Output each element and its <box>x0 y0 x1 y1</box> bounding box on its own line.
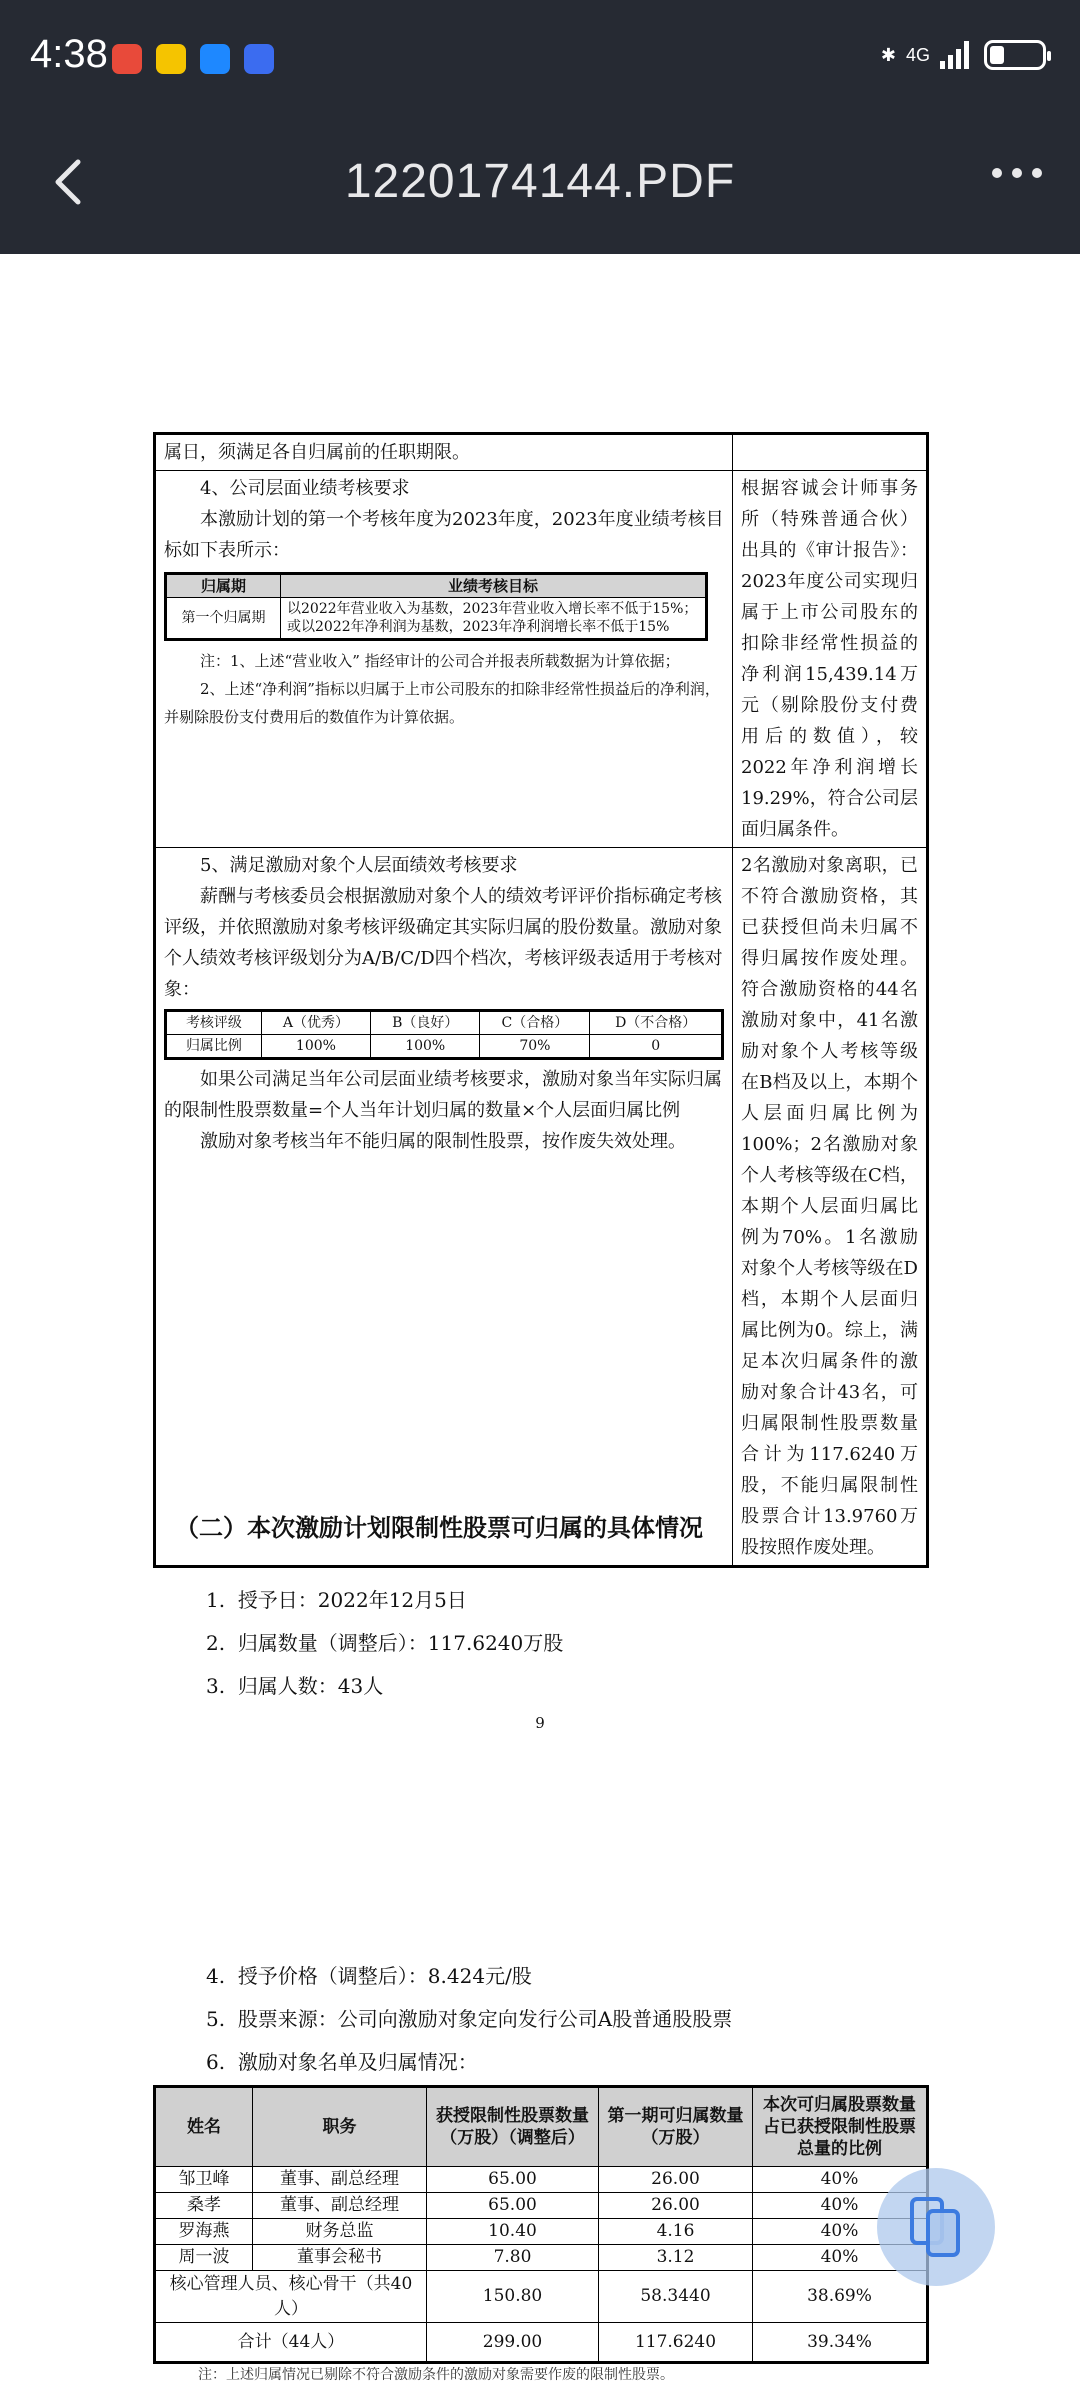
message-icon <box>200 44 230 74</box>
vestable-cell: 4.16 <box>599 2219 753 2245</box>
conditions-table <box>153 432 929 1568</box>
vestable-cell: 117.6240 <box>599 2323 753 2363</box>
grade-cell: A（优秀） <box>261 1011 370 1035</box>
grade-table <box>164 1009 724 1060</box>
title-cell: 财务总监 <box>253 2219 427 2245</box>
title-cell: 董事、副总经理 <box>253 2167 427 2193</box>
individual-performance-para2: 如果公司满足当年公司层面业绩考核要求，激励对象当年实际归属的限制性股票数量=个人当年计划归属的数量×个人层面归属比例 <box>164 1069 722 1121</box>
section2-title: （二）本次激励计划限制性股票可归属的具体情况 <box>175 1513 703 1542</box>
name-cell: 周一波 <box>155 2245 253 2271</box>
name-cell: 邹卫峰 <box>155 2167 253 2193</box>
copy-floating-button[interactable] <box>877 2168 995 2286</box>
company-performance-result: 根据容诚会计师事务所（特殊普通合伙）出具的《审计报告》：2023年度公司实现归属于上市公司股东的扣除非经常性损益的净利润15,439.14万元（剔除股份支付费用后的数值），较2022年净利润增长19.29%，符合公司层面归属条件。 <box>733 471 928 848</box>
more-options-icon[interactable] <box>992 168 1042 178</box>
grade-cell: D（不合格） <box>590 1011 723 1035</box>
col-header: 姓名 <box>155 2087 253 2167</box>
company-performance-para: 本激励计划的第一个考核年度为2023年度，2023年度业绩考核目标如下表所示： <box>164 509 724 561</box>
core-staff-cell: 核心管理人员、核心骨干（共40人） <box>155 2271 427 2323</box>
granted-cell: 65.00 <box>427 2193 599 2219</box>
individual-performance-para3: 激励对象考核当年不能归属的限制性股票，按作废失效处理。 <box>200 1131 686 1152</box>
ratio-cell: 100% <box>371 1035 480 1059</box>
individual-performance-cell <box>155 848 733 1567</box>
grade-cell: B（良好） <box>371 1011 480 1035</box>
list-item: 6. 激励对象名单及归属情况： <box>206 2050 478 2074</box>
table-row <box>155 2193 928 2219</box>
granted-cell: 7.80 <box>427 2245 599 2271</box>
list-item: 2. 归属数量（调整后）：117.6240万股 <box>206 1631 564 1655</box>
table-row <box>155 2245 928 2271</box>
name-cell: 罗海燕 <box>155 2219 253 2245</box>
company-performance-cell <box>155 471 733 848</box>
period-cell: 第一个归属期 <box>166 598 281 640</box>
app-bar <box>0 112 1080 254</box>
ratio-cell: 40% <box>753 2219 928 2245</box>
granted-cell: 65.00 <box>427 2167 599 2193</box>
list-item: 3. 归属人数：43人 <box>206 1674 384 1698</box>
list-item: 5. 股票来源：公司向激励对象定向发行公司A股普通股股票 <box>206 2007 733 2031</box>
granted-cell: 10.40 <box>427 2219 599 2245</box>
notification-icons <box>112 44 274 74</box>
performance-target-table <box>164 572 708 641</box>
vestable-cell: 26.00 <box>599 2167 753 2193</box>
target-cell: 以2022年营业收入为基数，2023年营业收入增长率不低于15%；或以2022年净利润为基数，2023年净利润增长率不低于15% <box>281 598 707 640</box>
ratio-cell: 40% <box>753 2167 928 2193</box>
vestable-cell: 3.12 <box>599 2245 753 2271</box>
granted-cell: 299.00 <box>427 2323 599 2363</box>
table-row <box>155 2323 928 2363</box>
individual-performance-para: 薪酬与考核委员会根据激励对象个人的绩效考评评价指标确定考核评级，并依照激励对象考核评级确定其实际归属的股份数量。激励对象个人绩效考核评级划分为A/B/C/D四个档次，考核评级表适用于考核对象： <box>164 886 723 1000</box>
note-1: 注：1、上述“营业收入” 指经审计的公司合并报表所载数据为计算依据； <box>200 652 680 670</box>
footnote: 注：上述归属情况已剔除不符合激励条件的激励对象需要作废的限制性股票。 <box>198 2367 674 2383</box>
title-cell: 董事会秘书 <box>253 2245 427 2271</box>
grade-cell: 考核评级 <box>166 1011 262 1035</box>
list-item: 4. 授予价格（调整后）：8.424元/股 <box>206 1964 532 1988</box>
granted-cell: 150.80 <box>427 2271 599 2323</box>
table-row <box>155 2167 928 2193</box>
title-cell: 董事、副总经理 <box>253 2193 427 2219</box>
ratio-cell: 70% <box>480 1035 590 1059</box>
status-time: 4:38 <box>30 32 108 76</box>
table-row <box>155 2219 928 2245</box>
note-2: 2、上述“净利润”指标以归属于上市公司股东的扣除非经常性损益后的净利润，并剔除股份支付费用后的数值作为计算依据。 <box>164 680 720 726</box>
ratio-cell: 40% <box>753 2245 928 2271</box>
vestable-cell: 26.00 <box>599 2193 753 2219</box>
ratio-cell: 归属比例 <box>166 1035 262 1059</box>
document-title: 1220174144.PDF <box>344 155 736 208</box>
copy-icon <box>906 2195 966 2259</box>
network-label: 4G <box>905 44 930 65</box>
name-cell: 桑孝 <box>155 2193 253 2219</box>
signal-icon <box>940 41 974 69</box>
ratio-cell: 39.34% <box>753 2323 928 2363</box>
individual-performance-heading: 5、满足激励对象个人层面绩效考核要求 <box>200 855 518 876</box>
col-header: 获授限制性股票数量（万股）（调整后） <box>427 2087 599 2167</box>
system-icons <box>881 40 1046 70</box>
col-header: 本次可归属股票数量占已获授限制性股票总量的比例 <box>753 2087 928 2167</box>
col-header: 职务 <box>253 2087 427 2167</box>
vestable-cell: 58.3440 <box>599 2271 753 2323</box>
status-bar <box>0 0 1080 112</box>
row0-left: 属日，须满足各自归属前的任职期限。 <box>155 434 733 471</box>
weibo-icon <box>112 44 142 74</box>
ratio-cell: 40% <box>753 2193 928 2219</box>
col-header: 第一期可归属数量（万股） <box>599 2087 753 2167</box>
list-item: 1. 授予日：2022年12月5日 <box>206 1588 467 1612</box>
individual-performance-result: 2名激励对象离职，已不符合激励资格，其已获授但尚未归属不得归属按作废处理。符合激励资格的44名激励对象中，41名激励对象个人考核等级在B档及以上，本期个人层面归属比例为100%；2名激励对象个人考核等级在C档，本期个人层面归属比例为70%。1名激励对象个人考核等级在D档，本期个人层面归属比例为0。综上，满足本次归属条件的激励对象合计43名，可归属限制性股票数量合计为117.6240万股，不能归属限制性股票合计13.9760万股按照作废处理。 <box>733 848 928 1567</box>
target-header: 业绩考核目标 <box>281 574 707 598</box>
total-cell: 合计（44人） <box>155 2323 427 2363</box>
row0-right <box>733 434 928 471</box>
holders-table <box>153 2085 929 2364</box>
grade-cell: C（合格） <box>480 1011 590 1035</box>
period-header: 归属期 <box>166 574 281 598</box>
ratio-cell: 100% <box>261 1035 370 1059</box>
bluetooth-icon: ✱ <box>880 44 896 65</box>
company-performance-heading: 4、公司层面业绩考核要求 <box>200 478 410 499</box>
assistant-icon <box>244 44 274 74</box>
meituan-icon <box>156 44 186 74</box>
page-number: 9 <box>535 1714 545 1732</box>
battery-icon <box>984 40 1046 70</box>
ratio-cell: 38.69% <box>753 2271 928 2323</box>
ratio-cell: 0 <box>590 1035 723 1059</box>
table-row <box>155 2271 928 2323</box>
